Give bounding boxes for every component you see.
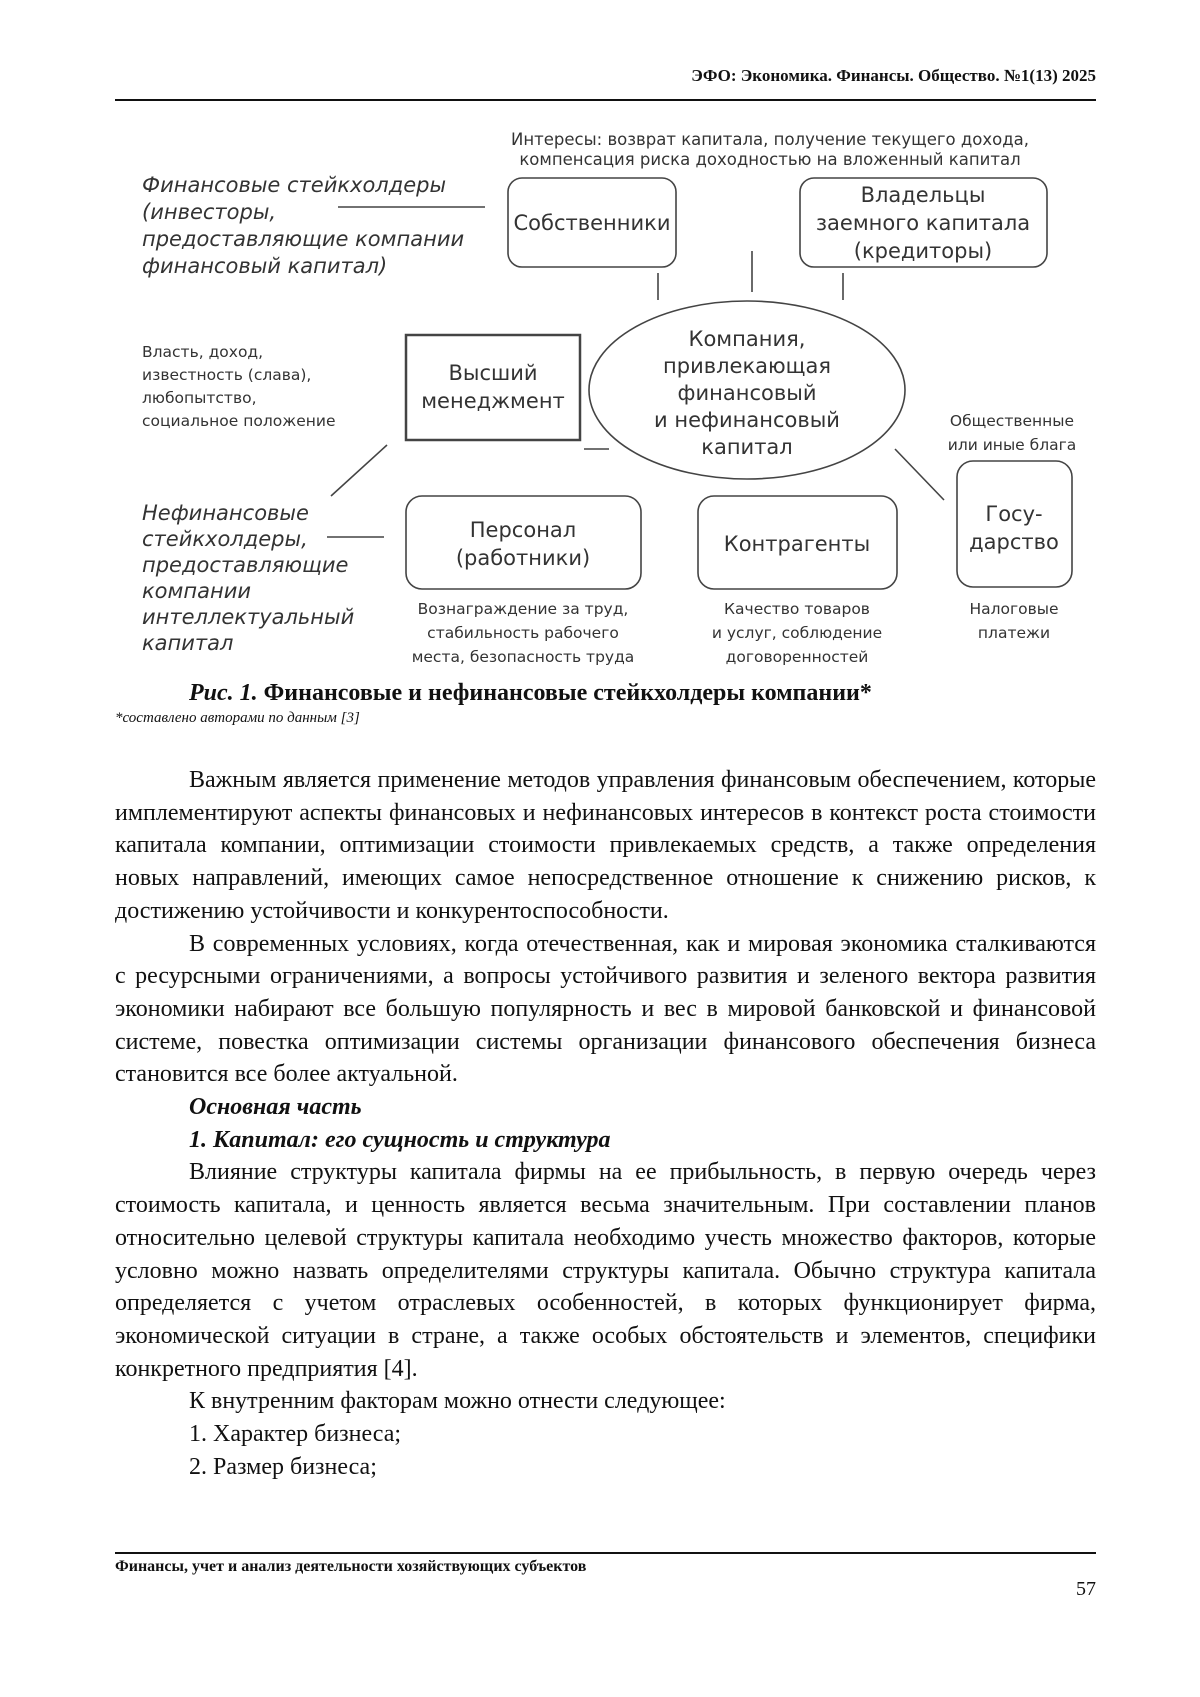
creditors-label: Владельцы	[861, 183, 986, 207]
state-label: Госу-	[985, 502, 1042, 526]
staff-interests: Вознаграждение за труд,	[418, 600, 629, 618]
section-heading: Основная часть	[115, 1091, 1096, 1124]
financial-label: (инвесторы,	[142, 200, 276, 224]
stakeholders-diagram	[0, 0, 1200, 680]
staff-label: (работники)	[456, 546, 590, 570]
staff-interests: места, безопасность труда	[412, 648, 635, 666]
counterparty-interests: договоренностей	[726, 648, 869, 666]
body-text	[115, 764, 1096, 1483]
nonfinancial-label: интеллектуальный	[142, 605, 354, 629]
connector-line	[331, 445, 387, 496]
interests-text: компенсация риска доходностью на вложенный капитал	[519, 150, 1020, 169]
staff-label: Персонал	[470, 518, 576, 542]
footer-section: Финансы, учет и анализ деятельности хозяйствующих субъектов	[115, 1558, 586, 1576]
company-label: привлекающая	[663, 354, 831, 378]
management-interests: Власть, доход,	[142, 343, 263, 361]
company-label: финансовый	[678, 381, 817, 405]
footer-rule	[115, 1552, 1096, 1554]
management-interests: любопытство,	[142, 389, 257, 407]
list-item: 2. Размер бизнеса;	[115, 1451, 1096, 1484]
paragraph: К внутренним факторам можно отнести следующее:	[115, 1385, 1096, 1418]
creditors-label: (кредиторы)	[854, 239, 992, 263]
staff-interests: стабильность рабочего	[427, 624, 619, 642]
paragraph: Важным является применение методов управления финансовым обеспечением, которые имплементируют аспекты финансовых и нефинансовых интересов в контекст роста стоимости капитала компании, оптимизации стоимости привлекаемых средств, а также определения новых направлений, имеющих самое непосредственное отношение к снижению рисков, к достижению устойчивости и конкурентоспособности.	[115, 764, 1096, 928]
nonfinancial-label: предоставляющие	[142, 553, 348, 577]
nonfinancial-label: стейкхолдеры,	[142, 527, 308, 551]
connector-line	[895, 449, 944, 500]
subsection-heading: 1. Капитал: его сущность и структура	[115, 1124, 1096, 1157]
state-label: дарство	[969, 530, 1059, 554]
financial-label: финансовый капитал)	[142, 254, 387, 278]
state-interests: Налоговые	[969, 600, 1058, 618]
page-number: 57	[1076, 1578, 1096, 1601]
management-label: менеджмент	[421, 389, 565, 413]
financial-label: Финансовые стейкхолдеры	[142, 173, 446, 197]
company-label: капитал	[701, 435, 792, 459]
company-label: Компания,	[689, 327, 806, 351]
paragraph: Влияние структуры капитала фирмы на ее прибыльность, в первую очередь через стоимость капитала, и ценность является весьма значительным. При составлении планов относительно целевой структуры капитала необходимо учесть множество факторов, которые условно можно назвать определителями структуры капитала. Обычно структура капитала определяется с учетом отраслевых особенностей, в которых функционирует фирма, экономической ситуации в стране, а также особых обстоятельств и элементов, специфики конкретного предприятия [4].	[115, 1156, 1096, 1385]
state-interests: платежи	[978, 624, 1050, 642]
management-interests: известность (слава),	[142, 366, 311, 384]
management-interests: социальное положение	[142, 412, 336, 430]
public-goods-text: или иные блага	[948, 436, 1077, 454]
staff-box	[406, 496, 641, 589]
owners-label: Собственники	[514, 211, 671, 235]
nonfinancial-label: компании	[142, 579, 251, 603]
nonfinancial-label: Нефинансовые	[142, 501, 309, 525]
journal-header: ЭФО: Экономика. Финансы. Общество. №1(13) 2025	[691, 66, 1096, 86]
counterparty-interests: и услуг, соблюдение	[712, 624, 882, 642]
public-goods-text: Общественные	[950, 412, 1074, 430]
financial-label: предоставляющие компании	[142, 227, 464, 251]
company-label: и нефинансовый	[654, 408, 840, 432]
document-page	[0, 0, 1200, 1697]
management-label: Высший	[448, 361, 537, 385]
list-item: 1. Характер бизнеса;	[115, 1418, 1096, 1451]
counterparty-interests: Качество товаров	[724, 600, 870, 618]
interests-text: Интересы: возврат капитала, получение текущего дохода,	[511, 130, 1029, 149]
creditors-label: заемного капитала	[816, 211, 1030, 235]
counterparties-label: Контрагенты	[724, 532, 870, 556]
paragraph: В современных условиях, когда отечественная, как и мировая экономика сталкиваются с ресурсными ограничениями, а вопросы устойчивого развития и зеленого вектора развития экономики набирают все большую популярность и вес в мировой банковской и финансовой системе, повестка оптимизации системы организации финансового обеспечения бизнеса становится все более актуальной.	[115, 928, 1096, 1092]
nonfinancial-label: капитал	[142, 631, 233, 655]
figure-caption	[189, 680, 872, 707]
caption-prefix: Рис. 1.	[189, 680, 258, 706]
caption-text: Финансовые и нефинансовые стейкхолдеры компании*	[258, 680, 872, 706]
figure-note: *составлено авторами по данным [3]	[115, 710, 360, 727]
management-box	[406, 335, 580, 440]
